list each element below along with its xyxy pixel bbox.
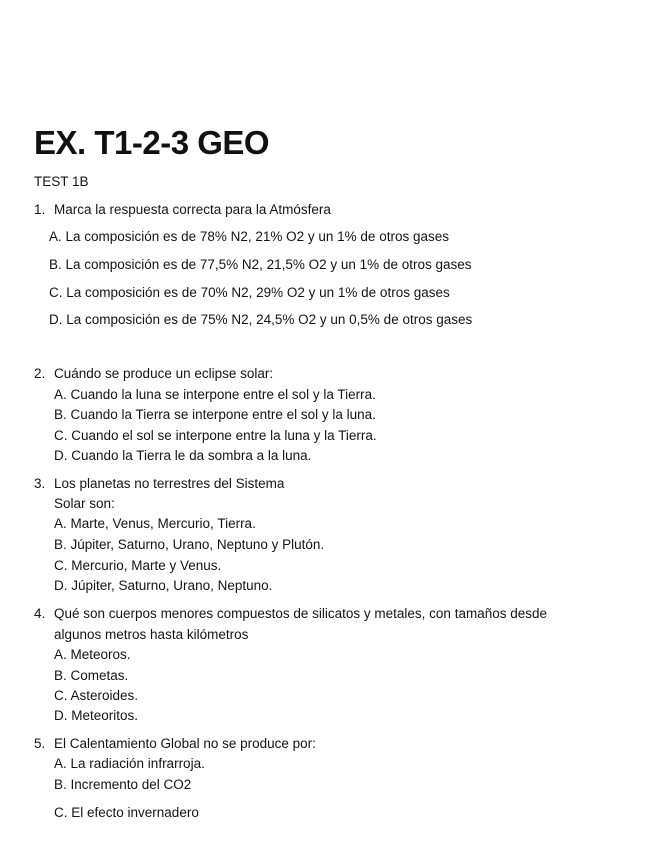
question-1-option-b: B. La composición es de 77,5% N2, 21,5% O2 y un 1% de otros gases xyxy=(49,257,472,272)
question-number: 1. xyxy=(34,202,46,217)
question-1-option-c: C. La composición es de 70% N2, 29% O2 y un 1% de otros gases xyxy=(49,285,450,300)
question-number: 3. xyxy=(34,476,46,491)
question-5-option-b: B. Incremento del CO2 xyxy=(54,777,192,792)
question-2-option-a: A. Cuando la luna se interpone entre el sol y la Tierra. xyxy=(54,387,376,402)
test-subtitle: TEST 1B xyxy=(34,174,89,189)
question-5-option-a: A. La radiación infrarroja. xyxy=(54,756,205,771)
question-4-option-a: A. Meteoros. xyxy=(54,647,131,662)
question-text: Los planetas no terrestres del Sistema xyxy=(54,476,285,491)
question-4-option-c: C. Asteroides. xyxy=(54,688,139,703)
page-title: EX. T1-2-3 GEO xyxy=(34,124,270,161)
question-1-option-d: D. La composición es de 75% N2, 24,5% O2 y un 0,5% de otros gases xyxy=(49,312,473,327)
question-4-option-b: B. Cometas. xyxy=(54,668,129,683)
question-3-text-line-2: Solar son: xyxy=(54,496,115,511)
question-number: 5. xyxy=(34,736,46,751)
question-text: Marca la respuesta correcta para la Atmósfera xyxy=(54,202,331,217)
question-4-text-line-2: algunos metros hasta kilómetros xyxy=(54,627,249,642)
question-2 xyxy=(34,366,273,382)
question-text: El Calentamiento Global no se produce por: xyxy=(54,736,316,751)
question-text: Cuándo se produce un eclipse solar: xyxy=(54,366,274,381)
question-1-option-a: A. La composición es de 78% N2, 21% O2 y un 1% de otros gases xyxy=(49,229,449,244)
question-number: 4. xyxy=(34,606,46,621)
question-2-option-c: C. Cuando el sol se interpone entre la luna y la Tierra. xyxy=(54,428,377,443)
question-3 xyxy=(34,476,284,492)
question-4-option-d: D. Meteoritos. xyxy=(54,708,139,723)
question-text: Qué son cuerpos menores compuestos de silicatos y metales, con tamaños desde xyxy=(54,606,548,621)
question-5 xyxy=(34,736,316,752)
question-3-option-c: C. Mercurio, Marte y Venus. xyxy=(54,558,222,573)
question-4 xyxy=(34,606,547,622)
question-3-option-b: B. Júpiter, Saturno, Urano, Neptuno y Plutón. xyxy=(54,537,325,552)
question-3-option-a: A. Marte, Venus, Mercurio, Tierra. xyxy=(54,516,256,531)
question-5-option-c: C. El efecto invernadero xyxy=(54,805,199,820)
question-2-option-b: B. Cuando la Tierra se interpone entre el sol y la luna. xyxy=(54,407,376,422)
question-1 xyxy=(34,202,331,218)
question-2-option-d: D. Cuando la Tierra le da sombra a la luna. xyxy=(54,448,312,463)
question-3-option-d: D. Júpiter, Saturno, Urano, Neptuno. xyxy=(54,578,273,593)
question-number: 2. xyxy=(34,366,46,381)
